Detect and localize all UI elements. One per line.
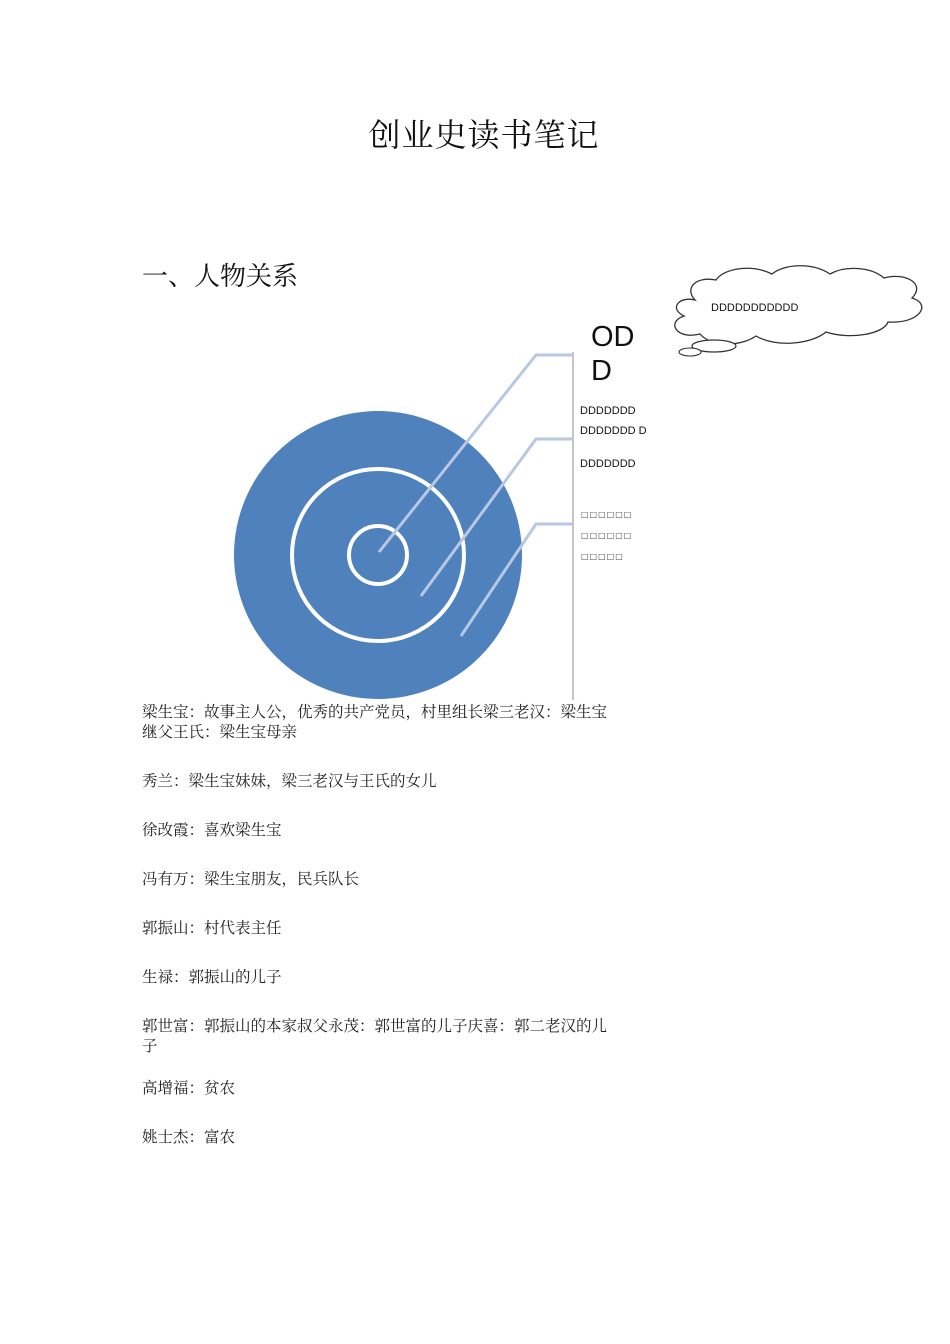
character-entry: 秀兰：梁生宝妹妹，梁三老汉与王氏的女儿 bbox=[142, 772, 437, 790]
placeholder-label-1: □□□□□□ bbox=[581, 510, 633, 519]
callout-label-1: DDDDDDD bbox=[580, 405, 636, 417]
callout-label-3: DDDDDDD bbox=[580, 458, 636, 470]
character-entry: 梁生宝：故事主人公，优秀的共产党员，村里组长梁三老汉：梁生宝继父王氏：梁生宝母亲 bbox=[142, 703, 608, 741]
placeholder-label-2: □□□□□□ bbox=[581, 531, 633, 540]
character-entry: 高增福：贫农 bbox=[142, 1079, 236, 1097]
callout-label-main: OD D bbox=[591, 321, 635, 387]
character-entry: 冯有万：梁生宝朋友，民兵队长 bbox=[142, 870, 360, 888]
outer-circle bbox=[234, 411, 522, 699]
placeholder-label-3: □□□□□ bbox=[581, 552, 624, 561]
character-entry: 郭振山：村代表主任 bbox=[142, 919, 282, 937]
page-title: 创业史读书笔记 bbox=[368, 116, 600, 154]
character-entry: 姚士杰：富农 bbox=[142, 1128, 236, 1146]
character-entry: 生禄：郭振山的儿子 bbox=[142, 968, 282, 986]
character-entry: 郭世富：郭振山的本家叔父永茂：郭世富的儿子庆喜：郭二老汉的儿子 bbox=[142, 1017, 608, 1055]
callout-label-2: DDDDDDD D bbox=[580, 425, 647, 437]
cloud-text: DDDDDDDDDDD bbox=[711, 302, 799, 314]
section-heading: 一、人物关系 bbox=[142, 262, 299, 292]
character-entry: 徐改霞：喜欢梁生宝 bbox=[142, 821, 282, 839]
